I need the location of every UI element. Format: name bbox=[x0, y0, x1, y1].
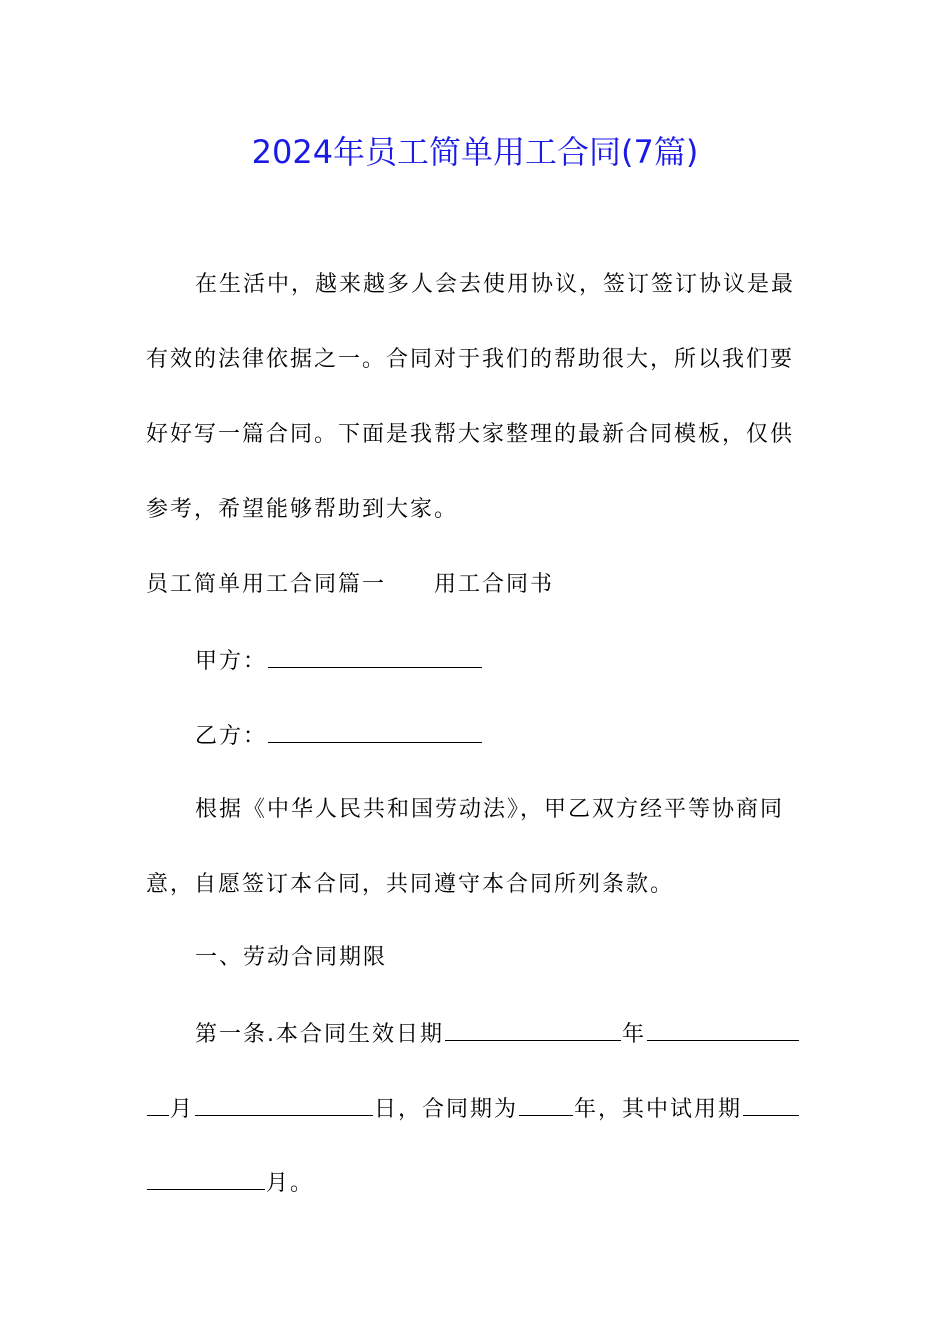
day-label: 日，合同期为 bbox=[374, 1097, 519, 1122]
article-one-prefix: 第一条.本合同生效日期 bbox=[195, 1022, 444, 1047]
basis-line-1: 根据《中华人民共和国劳动法》，甲乙双方经平等协商同 bbox=[195, 797, 785, 822]
term-year-label: 年，其中试用期 bbox=[574, 1097, 743, 1122]
probation-blank-part2 bbox=[147, 1167, 265, 1190]
section-heading-line bbox=[146, 570, 816, 600]
party-a-label: 甲方： bbox=[195, 649, 268, 674]
chapter-one-heading: 一、劳动合同期限 bbox=[195, 945, 388, 970]
start-month-blank-part2 bbox=[147, 1093, 169, 1116]
document-title: 2024年员工简单用工合同(7篇) bbox=[251, 133, 699, 171]
start-year-blank bbox=[445, 1018, 621, 1041]
term-years-blank bbox=[519, 1093, 573, 1116]
start-day-blank bbox=[195, 1093, 373, 1116]
month-end-label: 月。 bbox=[266, 1171, 315, 1196]
intro-line-3: 好好写一篇合同。下面是我帮大家整理的最新合同模板，仅供 bbox=[146, 422, 795, 447]
section-heading: 员工简单用工合同篇一 bbox=[146, 572, 387, 597]
party-b-line bbox=[195, 720, 865, 752]
month-label: 月 bbox=[170, 1097, 195, 1122]
basis-line-2: 意，自愿签订本合同，共同遵守本合同所列条款。 bbox=[146, 872, 675, 897]
article-one-line-2 bbox=[146, 1093, 816, 1125]
intro-line-1: 在生活中，越来越多人会去使用协议，签订签订协议是最 bbox=[195, 272, 796, 297]
party-a-line bbox=[195, 645, 865, 677]
year-label: 年 bbox=[622, 1022, 647, 1047]
start-month-blank-part1 bbox=[647, 1018, 799, 1041]
article-one-line-3 bbox=[146, 1167, 816, 1199]
probation-blank-part1 bbox=[743, 1093, 799, 1116]
article-one-line-1 bbox=[195, 1018, 865, 1050]
party-b-label: 乙方： bbox=[195, 724, 268, 749]
party-a-blank bbox=[268, 645, 482, 668]
section-subtitle: 用工合同书 bbox=[434, 572, 555, 597]
party-b-blank bbox=[268, 720, 482, 743]
intro-line-4: 参考，希望能够帮助到大家。 bbox=[146, 497, 459, 522]
intro-line-2: 有效的法律依据之一。合同对于我们的帮助很大，所以我们要 bbox=[146, 347, 795, 372]
